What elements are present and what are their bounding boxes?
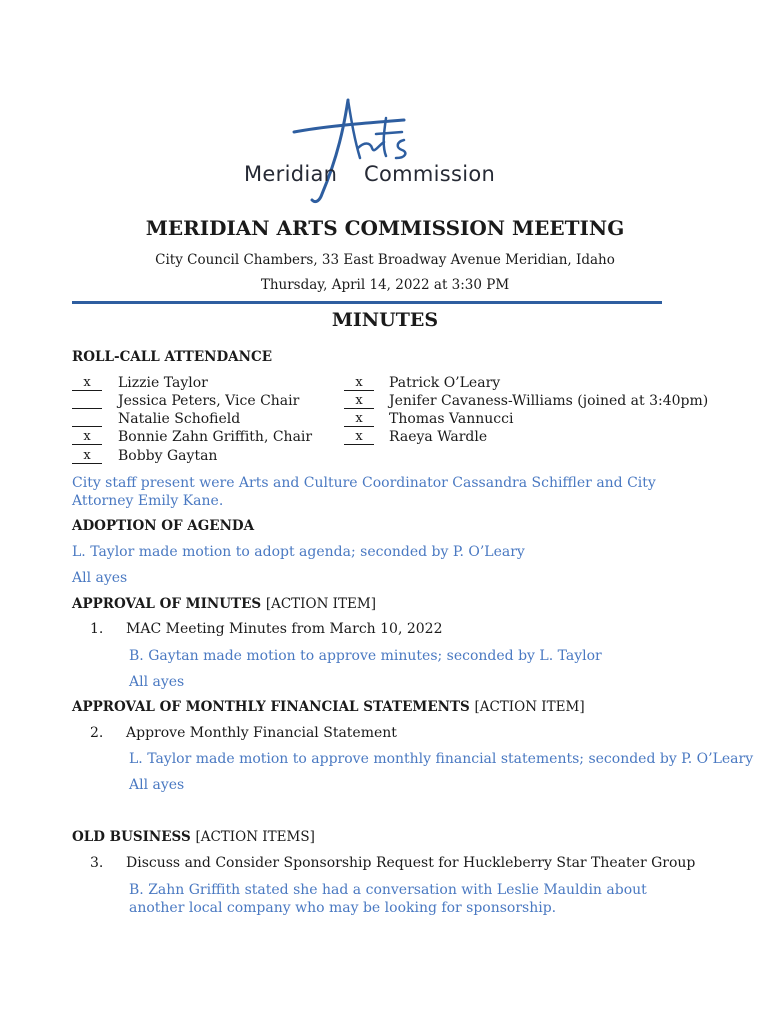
financials-result: All ayes [129,777,185,793]
financials-motion: L. Taylor made motion to approve monthly financial statements; seconded by P. O’Leary [129,751,754,767]
meridian-arts-commission-logo [236,96,496,206]
agenda-result: All ayes [72,570,128,586]
attendee-name: Bobby Gaytan [118,448,218,464]
header-divider [72,301,662,304]
attendee-name: Bonnie Zahn Griffith, Chair [118,429,313,445]
roll-call-heading: ROLL-CALL ATTENDANCE [72,349,273,365]
item-number: 2. [90,725,104,741]
attendance-mark: x [344,376,374,391]
old-business-note: B. Zahn Griffith stated she had a conversation with Leslie Mauldin about another local company who may be looking for sponsorship. [129,882,647,916]
meeting-datetime: Thursday, April 14, 2022 at 3:30 PM [260,277,510,293]
attendance-mark: x [72,376,102,391]
meeting-title: MERIDIAN ARTS COMMISSION MEETING [145,216,625,240]
action-item-tag: [ACTION ITEM] [265,596,376,612]
attendee-name: Thomas Vannucci [389,411,514,427]
action-item-tag: [ACTION ITEM] [474,699,585,715]
attendance-mark [72,412,102,427]
old-business-heading [72,829,315,845]
item-text: Discuss and Consider Sponsorship Request for Huckleberry Star Theater Group [126,855,696,871]
old-business-title: OLD BUSINESS [72,829,191,845]
attendance-mark: x [344,412,374,427]
attendance-mark: x [72,449,102,464]
financials-title: APPROVAL OF MONTHLY FINANCIAL STATEMENTS [72,699,470,715]
minutes-heading: MINUTES [331,309,439,331]
logo-left-word: Meridian [244,162,338,186]
attendee-name: Jessica Peters, Vice Chair [118,393,300,409]
attendance-mark: x [344,430,374,445]
meeting-location: City Council Chambers, 33 East Broadway Avenue Meridian, Idaho [155,252,615,268]
action-items-tag: [ACTION ITEMS] [195,829,315,845]
attendee-name: Natalie Schofield [118,411,241,427]
approval-minutes-title: APPROVAL OF MINUTES [72,596,262,612]
arts-script-mark-icon [236,96,496,206]
agenda-heading: ADOPTION OF AGENDA [72,518,255,534]
item-text: Approve Monthly Financial Statement [126,725,397,741]
staff-present-note: City staff present were Arts and Culture Coordinator Cassandra Schiffler and City Attorney Emily Kane. [72,475,656,509]
attendee-name: Lizzie Taylor [118,375,208,391]
logo-right-word: Commission [364,162,496,186]
approval-minutes-heading [72,596,376,612]
attendee-name: Jenifer Cavaness-Williams (joined at 3:40pm) [389,393,709,409]
attendee-name: Raeya Wardle [389,429,488,445]
attendance-mark: x [72,430,102,445]
item-number: 1. [90,621,104,637]
item-number: 3. [90,855,104,871]
financials-heading [72,699,585,715]
minutes-motion: B. Gaytan made motion to approve minutes; seconded by L. Taylor [129,648,602,664]
attendee-name: Patrick O’Leary [389,375,501,391]
attendance-mark [72,394,102,409]
attendance-mark: x [344,394,374,409]
minutes-result: All ayes [129,674,185,690]
item-text: MAC Meeting Minutes from March 10, 2022 [126,621,443,637]
agenda-motion: L. Taylor made motion to adopt agenda; seconded by P. O’Leary [72,544,525,560]
